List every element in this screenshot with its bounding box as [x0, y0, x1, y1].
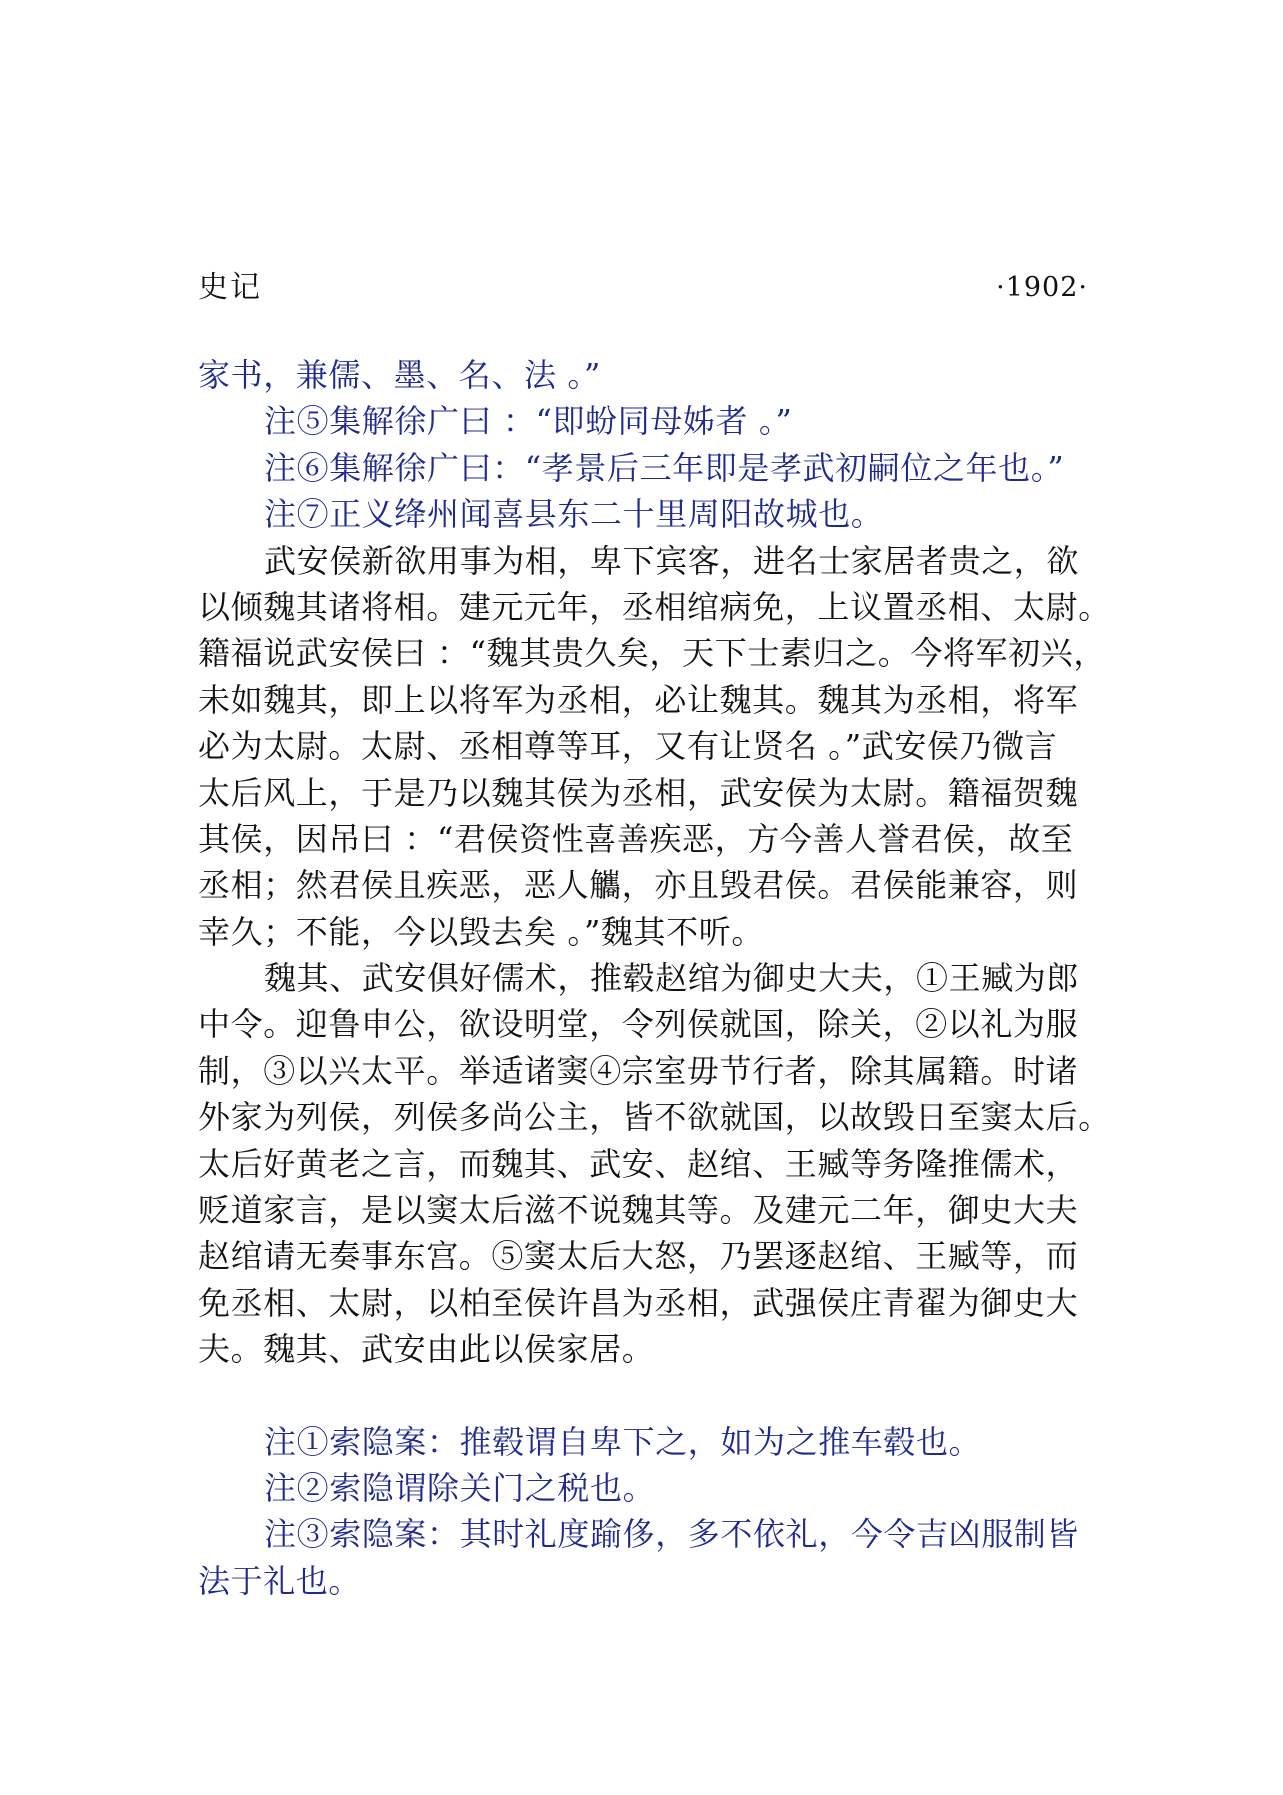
continued-note-line: 家书，兼儒、墨、名、法 。” [198, 356, 601, 394]
paragraph-line: 以倾魏其诸将相。建元元年，丞相绾病免，上议置丞相、太尉。 [198, 587, 1111, 626]
paragraph-line: 赵绾请无奏事东宫。⑤窦太后大怒，乃罢逐赵绾、王臧等，而 [198, 1237, 1079, 1276]
paragraph-2 [198, 955, 1111, 1373]
paragraph-line: 籍福说武安侯曰 ：“魏其贵久矣，天下士素归之。今将军初兴， [198, 634, 1106, 673]
note-7: 注⑦正义绛州闻喜县东二十里周阳故城也。 [264, 495, 884, 534]
page-number: ·1902· [996, 272, 1088, 303]
paragraph-line: 中令。迎鲁申公，欲设明堂，令列侯就国，除关，②以礼为服 [198, 1005, 1079, 1044]
section-gap [198, 1373, 1088, 1419]
body-text [198, 352, 1111, 1604]
paragraph-line: 丞相；然君侯且疾恶，恶人觿，亦且毁君侯。君侯能兼容，则 [198, 866, 1079, 905]
paragraph-line: 免丞相、太尉，以柏至侯许昌为丞相，武强侯庄青翟为御史大 [198, 1283, 1079, 1322]
paragraph-line: 幸久；不能，今以毁去矣 。”魏其不听。 [198, 912, 764, 951]
paragraph-line: 太后好黄老之言，而魏其、武安、赵绾、王臧等务隆推儒术， [198, 1144, 1079, 1183]
paragraph-line: 贬道家言，是以窦太后滋不说魏其等。及建元二年，御史大夫 [198, 1191, 1079, 1230]
paragraph-line: 未如魏其，即上以将军为丞相，必让魏其。魏其为丞相，将军 [198, 680, 1079, 719]
paragraph-line: 制，③以兴太平。举适诸窦④宗室毋节行者，除其属籍。时诸 [198, 1051, 1079, 1090]
paragraph-line: 其侯，因吊曰 ：“君侯资性喜善疾恶，方今善人誉君侯，故至 [198, 819, 1074, 858]
book-title: 史记 [198, 270, 262, 305]
note-6: 注⑥集解徐广曰：“孝景后三年即是孝武初嗣位之年也。” [264, 448, 1065, 487]
paragraph-line: 夫。魏其、武安由此以侯家居。 [198, 1330, 655, 1369]
paragraph-line: 太后风上，于是乃以魏其侯为丞相，武安侯为太尉。籍福贺魏 [198, 773, 1079, 812]
note-1: 注①索隐案：推毂谓自卑下之，如为之推车毂也。 [264, 1422, 982, 1461]
note-5: 注⑤集解徐广曰 ：“即蚡同母姊者 。” [264, 402, 793, 441]
paragraph-line: 魏其、武安俱好儒术，推毂赵绾为御史大夫，①王臧为郎 [264, 959, 1080, 998]
paragraph-line: 必为太尉。太尉、丞相尊等耳，又有让贤名 。”武安侯乃微言 [198, 727, 1058, 766]
note-3: 注③索隐案：其时礼度踰侈，多不依礼，今令吉凶服制皆 [264, 1515, 1080, 1554]
running-head [198, 268, 1088, 308]
note-3-continuation: 法于礼也。 [198, 1561, 362, 1600]
paragraph-1 [198, 538, 1111, 956]
paragraph-line: 外家为列侯，列侯多尚公主，皆不欲就国，以故毁日至窦太后。 [198, 1098, 1111, 1137]
paragraph-line: 武安侯新欲用事为相，卑下宾客，进名士家居者贵之，欲 [264, 541, 1080, 580]
note-2: 注②索隐谓除关门之税也。 [264, 1468, 656, 1507]
